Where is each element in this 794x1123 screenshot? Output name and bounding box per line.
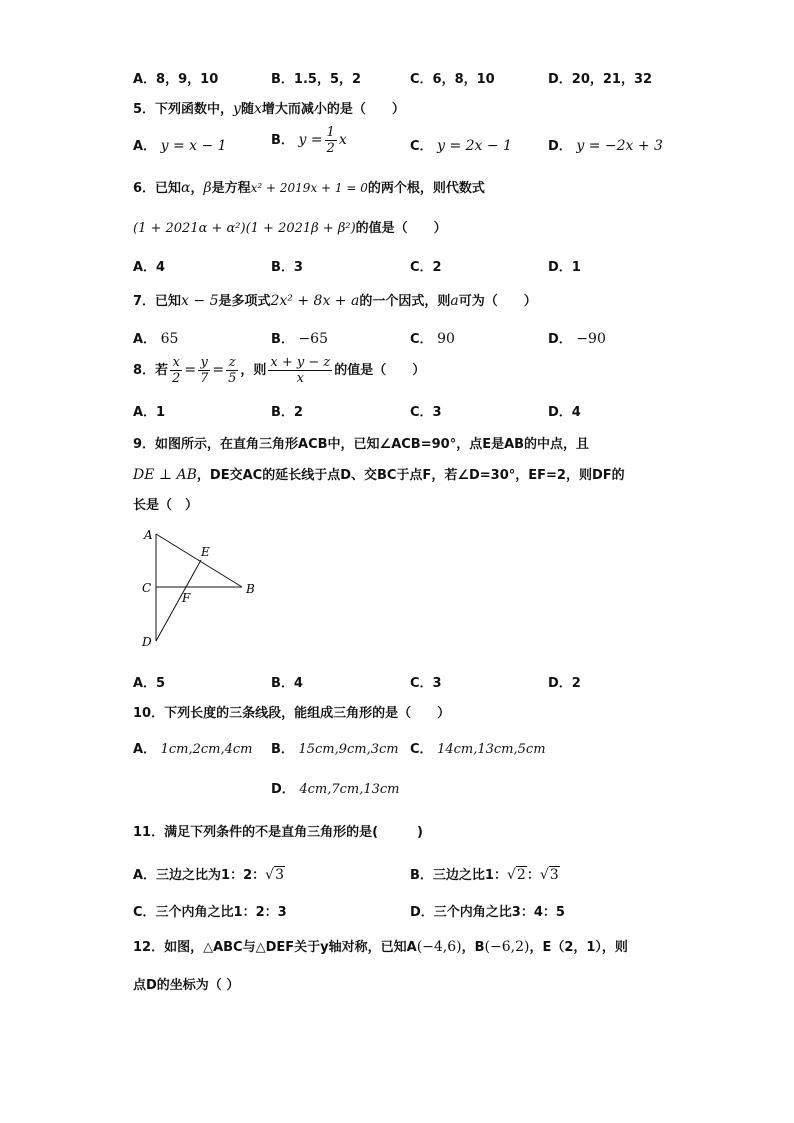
q12-line1: 12．如图，△ABC与△DEF关于y轴对称，已知A(−4,6)，B(−6,2)，E（2，1），则 — [133, 939, 628, 955]
q6-expression: (1 + 2021α + α²)(1 + 2021β + β²)的值是（ ） — [133, 221, 447, 236]
q12-line2: 点D的坐标为（ ） — [133, 978, 240, 993]
q5-option-a: A． y = x − 1 — [133, 138, 227, 154]
label-a: A — [144, 528, 153, 542]
label-c: C — [142, 581, 152, 595]
line-de — [156, 560, 201, 641]
q8-option-a: A．1 — [133, 405, 166, 420]
label-e: E — [201, 545, 210, 559]
q9-line3: 长是（ ） — [133, 498, 199, 513]
q9-option-b: B．4 — [271, 676, 303, 691]
q9-line2: DE ⊥ AB，DE交AC的延长线于点D、交BC于点F，若∠D=30°，EF=2，则DF的 — [133, 467, 625, 483]
q7-option-a: A． 65 — [133, 331, 179, 347]
q5-option-b: B． y = $\frac{1}{2}$ x — [271, 125, 347, 156]
q7-option-d: D． −90 — [548, 331, 606, 347]
q6-option-d: D．1 — [548, 260, 581, 275]
q8-option-c: C．3 — [410, 405, 442, 420]
q9-triangle-figure — [138, 525, 263, 650]
q4-option-b: B．1.5，5，2 — [271, 72, 362, 87]
q8-option-d: D．4 — [548, 405, 581, 420]
q6-option-b: B．3 — [271, 260, 303, 275]
q4-option-d: D．20，21，32 — [548, 72, 653, 87]
label-b: B — [246, 582, 255, 596]
q10-option-b: B． 15cm,9cm,3cm — [271, 742, 399, 757]
q6-option-a: A．4 — [133, 260, 166, 275]
q10-option-a: A． 1cm,2cm,4cm — [133, 742, 253, 757]
q10-option-c: C． 14cm,13cm,5cm — [410, 742, 546, 757]
q6-option-c: C．2 — [410, 260, 442, 275]
q10-stem: 10．下列长度的三条线段，能组成三角形的是（ ） — [133, 706, 451, 721]
q11-option-a: A．三边之比为1：2：√3 — [133, 867, 284, 883]
q8-option-b: B．2 — [271, 405, 303, 420]
q9-option-a: A．5 — [133, 676, 166, 691]
q11-option-d: D．三个内角之比3：4：5 — [410, 905, 565, 920]
q11-stem: 11．满足下列条件的不是直角三角形的是( ) — [133, 825, 423, 840]
q9-option-c: C．3 — [410, 676, 442, 691]
q7-option-c: C． 90 — [410, 331, 455, 347]
q10-option-d: D． 4cm,7cm,13cm — [271, 782, 400, 797]
q5-option-d: D． y = −2x + 3 — [548, 138, 663, 154]
label-f: F — [182, 591, 191, 605]
label-d: D — [142, 635, 152, 649]
q9-option-d: D．2 — [548, 676, 581, 691]
q6-stem: 6．已知α，β是方程x² + 2019x + 1 = 0的两个根，则代数式 — [133, 180, 485, 196]
q11-option-c: C．三个内角之比1：2：3 — [133, 905, 287, 920]
q7-stem: 7．已知x − 5是多项式2x² + 8x + a的一个因式，则a可为（ ） — [133, 293, 537, 309]
line-ab — [156, 534, 242, 587]
q5-option-c: C． y = 2x − 1 — [410, 138, 512, 154]
q8-stem: 8．若 $\frac{x}{2}$ = $\frac{y}{7}$ = $\frac{z}{5}$ ，则 $\frac{x + y - z}{x}$ 的值是（ ） — [133, 355, 426, 386]
q5-stem: 5．下列函数中，y随x增大而减小的是（ ） — [133, 101, 405, 117]
q9-line1: 9．如图所示，在直角三角形ACB中，已知∠ACB=90°，点E是AB的中点，且 — [133, 437, 590, 452]
q4-option-c: C．6，8，10 — [410, 72, 495, 87]
q4-option-a: A．8，9，10 — [133, 72, 219, 87]
q7-option-b: B． −65 — [271, 331, 328, 347]
q11-option-b: B．三边之比1：√2：√3 — [410, 867, 559, 883]
